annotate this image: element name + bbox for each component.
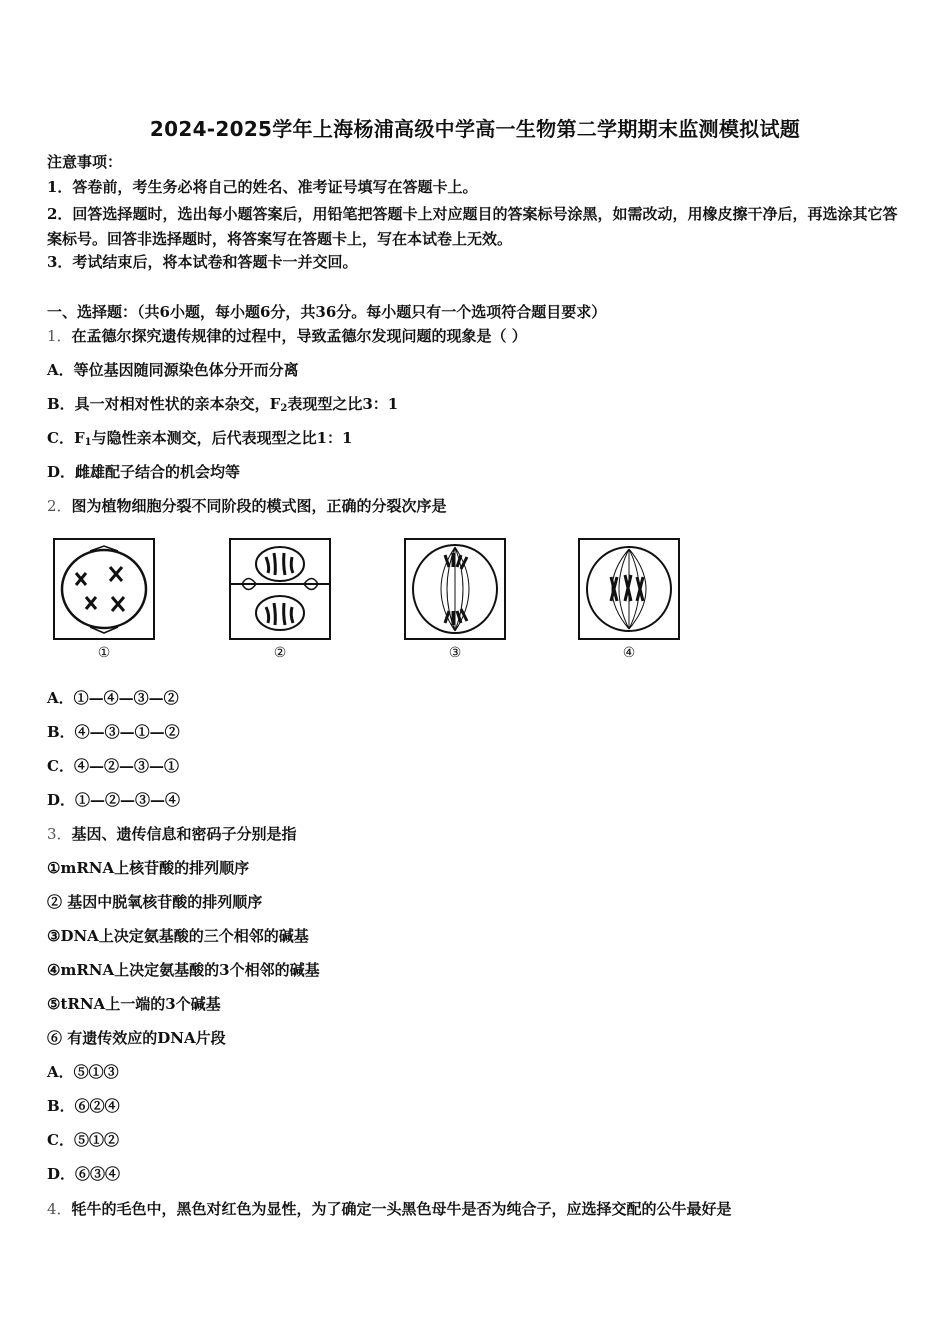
figure-label-3: ③ bbox=[448, 645, 462, 661]
q2-option-d[interactable]: D．①—②—③—④ bbox=[47, 791, 181, 809]
page-title: 2024-2025学年上海杨浦高级中学高一生物第二学期期末监测模拟试题 bbox=[149, 117, 801, 141]
q1-option-d[interactable]: D．雌雄配子结合的机会均等 bbox=[47, 463, 241, 481]
notice-item-2: 2．回答选择题时，选出每小题答案后，用铅笔把答题卡上对应题目的答案标号涂黑，如需改动，用橡皮擦干净后，再选涂其它答案标号。回答非选择题时，将答案写在答题卡上，写在本试卷上无效。 bbox=[47, 205, 898, 248]
q3-option-a[interactable]: A．⑤①③ bbox=[47, 1063, 119, 1081]
question-1-number: 1． bbox=[47, 327, 72, 345]
q3-item-4: ④mRNA上决定氨基酸的3个相邻的碱基 bbox=[47, 961, 320, 979]
q3-item-6: ⑥ 有遗传效应的DNA片段 bbox=[47, 1029, 226, 1047]
q3-item-5: ⑤tRNA上一端的3个碱基 bbox=[47, 995, 221, 1013]
question-1 bbox=[47, 326, 527, 346]
question-3-number: 3． bbox=[47, 825, 72, 843]
q3-item-2: ② 基因中脱氧核苷酸的排列顺序 bbox=[47, 893, 263, 911]
q1-option-a[interactable]: A．等位基因随同源染色体分开而分离 bbox=[47, 361, 299, 379]
question-2-number: 2． bbox=[47, 497, 72, 515]
section-heading: 一、选择题：（共6小题，每小题6分，共36分。每小题只有一个选项符合题目要求） bbox=[47, 303, 607, 321]
notice-heading: 注意事项： bbox=[47, 153, 123, 171]
q3-option-c[interactable]: C．⑤①② bbox=[47, 1131, 119, 1149]
q3-option-b[interactable]: B．⑥②④ bbox=[47, 1097, 120, 1115]
q1-option-c[interactable]: C．$F_1$与隐性亲本测交，后代表现型之比1：1 bbox=[47, 429, 353, 448]
q2-option-b[interactable]: B．④—③—①—② bbox=[47, 723, 180, 741]
question-3 bbox=[47, 824, 297, 844]
cell-figure-1 bbox=[52, 537, 156, 663]
cell-figure-4 bbox=[577, 537, 681, 663]
q2-option-c[interactable]: C．④—②—③—① bbox=[47, 757, 179, 775]
q3-option-d[interactable]: D．⑥③④ bbox=[47, 1165, 121, 1183]
question-3-stem: 基因、遗传信息和密码子分别是指 bbox=[71, 825, 297, 843]
question-4-stem: 牦牛的毛色中，黑色对红色为显性，为了确定一头黑色母牛是否为纯合子，应选择交配的公牛最好是 bbox=[71, 1200, 732, 1218]
figure-label-4: ④ bbox=[622, 645, 636, 661]
figure-label-2: ② bbox=[273, 645, 287, 661]
question-2 bbox=[47, 496, 447, 516]
q1-option-b[interactable]: B．具一对相对性状的亲本杂交，$F_2$表现型之比3：1 bbox=[47, 395, 399, 414]
figure-label-1: ① bbox=[97, 645, 111, 661]
notice-item-1: 1．答卷前，考生务必将自己的姓名、准考证号填写在答题卡上。 bbox=[47, 178, 478, 196]
question-2-stem: 图为植物细胞分裂不同阶段的模式图，正确的分裂次序是 bbox=[71, 497, 447, 515]
cell-figure-2 bbox=[228, 537, 332, 663]
q3-item-3: ③DNA上决定氨基酸的三个相邻的碱基 bbox=[47, 927, 309, 945]
question-4 bbox=[47, 1199, 732, 1219]
cell-figure-3 bbox=[403, 537, 507, 663]
q3-item-1: ①mRNA上核苷酸的排列顺序 bbox=[47, 859, 250, 877]
question-4-number: 4． bbox=[47, 1200, 72, 1218]
q2-option-a[interactable]: A．①—④—③—② bbox=[47, 689, 179, 707]
notice-item-3: 3．考试结束后，将本试卷和答题卡一并交回。 bbox=[47, 253, 358, 271]
question-1-stem: 在孟德尔探究遗传规律的过程中，导致孟德尔发现问题的现象是（ ） bbox=[71, 327, 527, 345]
